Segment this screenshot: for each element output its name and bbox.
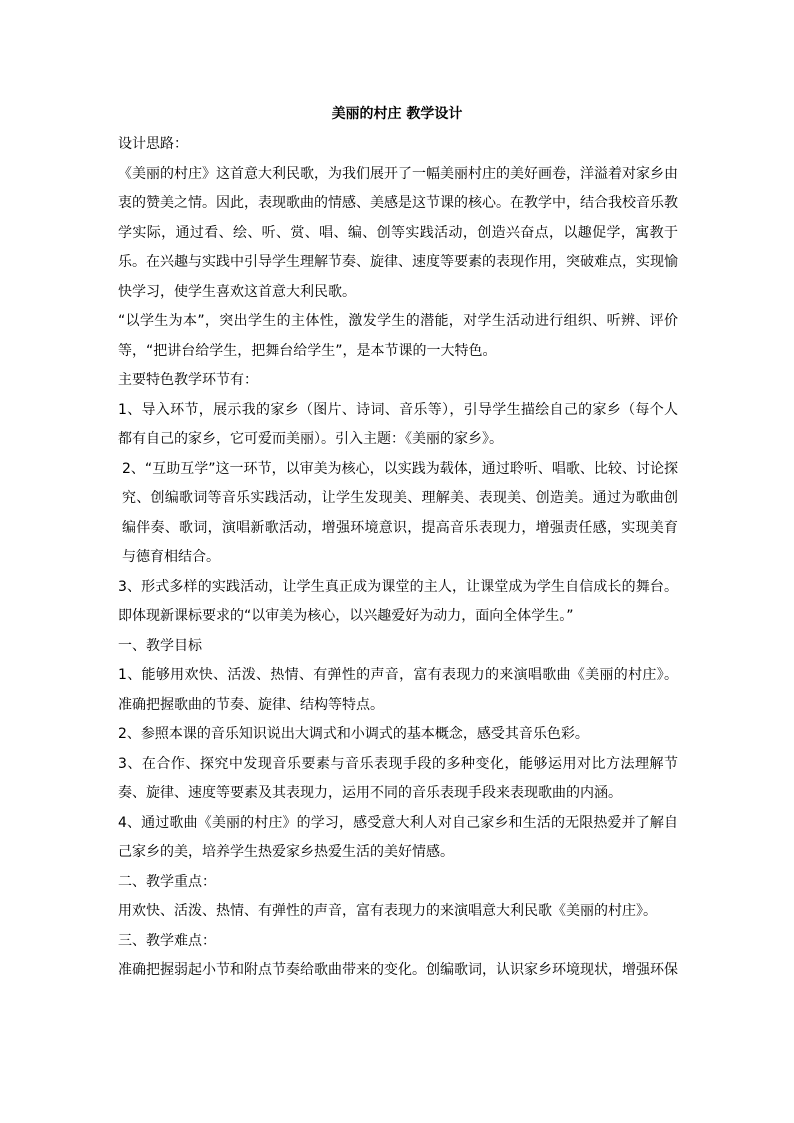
document-body [118, 130, 678, 986]
paragraph-student-centered: “以学生为本”，突出学生的主体性，激发学生的潜能，对学生活动进行组织、听辨、评价等，“把讲台给学生，把舞台给学生”，是本节课的一大特色。 [118, 313, 678, 359]
document-title: 美丽的村庄 教学设计 [331, 106, 463, 122]
heading-design-idea: 设计思路： [118, 136, 188, 152]
feature-item-3: 3、形式多样的实践活动，让学生真正成为课堂的主人，让课堂成为学生自信成长的舞台。即体现新课标要求的“以审美为核心，以兴趣爱好为动力，面向全体学生。” [118, 578, 678, 624]
heading-teaching-goals: 一、教学目标 [118, 637, 202, 654]
difficulties-text: 准确把握弱起小节和附点节奏给歌曲带来的变化。创编歌词，认识家乡环境现状，增强环保 [118, 962, 678, 978]
key-points-text: 用欢快、活泼、热情、有弹性的声音，富有表现力的来演唱意大利民歌《美丽的村庄》。 [118, 903, 657, 919]
goal-item-3: 3、在合作、探究中发现音乐要素与音乐表现手段的多种变化，能够运用对比方法理解节奏、旋律、速度等要素及其表现力，运用不同的音乐表现手段来表现歌曲的内涵。 [118, 755, 678, 801]
heading-difficulties: 三、教学难点： [118, 932, 216, 949]
goal-item-4: 4、通过歌曲《美丽的村庄》的学习，感受意大利人对自己家乡和生活的无限热爱并了解自己家乡的美，培养学生热爱家乡热爱生活的美好情感。 [118, 814, 678, 860]
goal-item-2: 2、参照本课的音乐知识说出大调式和小调式的基本概念，感受其音乐色彩。 [118, 726, 589, 742]
feature-item-1: 1、导入环节，展示我的家乡（图片、诗词、音乐等），引导学生描绘自己的家乡（每个人都有自己的家乡，它可爱而美丽）。引入主题：《美丽的家乡》。 [118, 401, 678, 447]
heading-key-points: 二、教学重点： [118, 873, 216, 890]
paragraph-intro: 《美丽的村庄》这首意大利民歌，为我们展开了一幅美丽村庄的美好画卷，洋溢着对家乡由衷的赞美之情。因此，表现歌曲的情感、美感是这节课的核心。在教学中，结合我校音乐教学实际，通过看、绘、听、赏、唱、编、创等实践活动，创造兴奋点，以趣促学，寓教于乐。在兴趣与实践中引导学生理解节奏、旋律、速度等要素的表现作用，突破难点，实现愉快学习，使学生喜欢这首意大利民歌。 [118, 165, 678, 300]
feature-item-2: 2、“互助互学”这一环节，以审美为核心，以实践为载体，通过聆听、唱歌、比较、讨论探究、创编歌词等音乐实践活动，让学生发现美、理解美、表现美、创造美。通过为歌曲创编伴奏、歌词，演唱新歌活动，增强环境意识，提高音乐表现力，增强责任感，实现美育与德育相结合。 [122, 460, 678, 565]
heading-main-features: 主要特色教学环节有： [118, 372, 258, 388]
goal-item-1: 1、能够用欢快、活泼、热情、有弹性的声音，富有表现力的来演唱歌曲《美丽的村庄》。准确把握歌曲的节奏、旋律、结构等特点。 [118, 667, 678, 713]
